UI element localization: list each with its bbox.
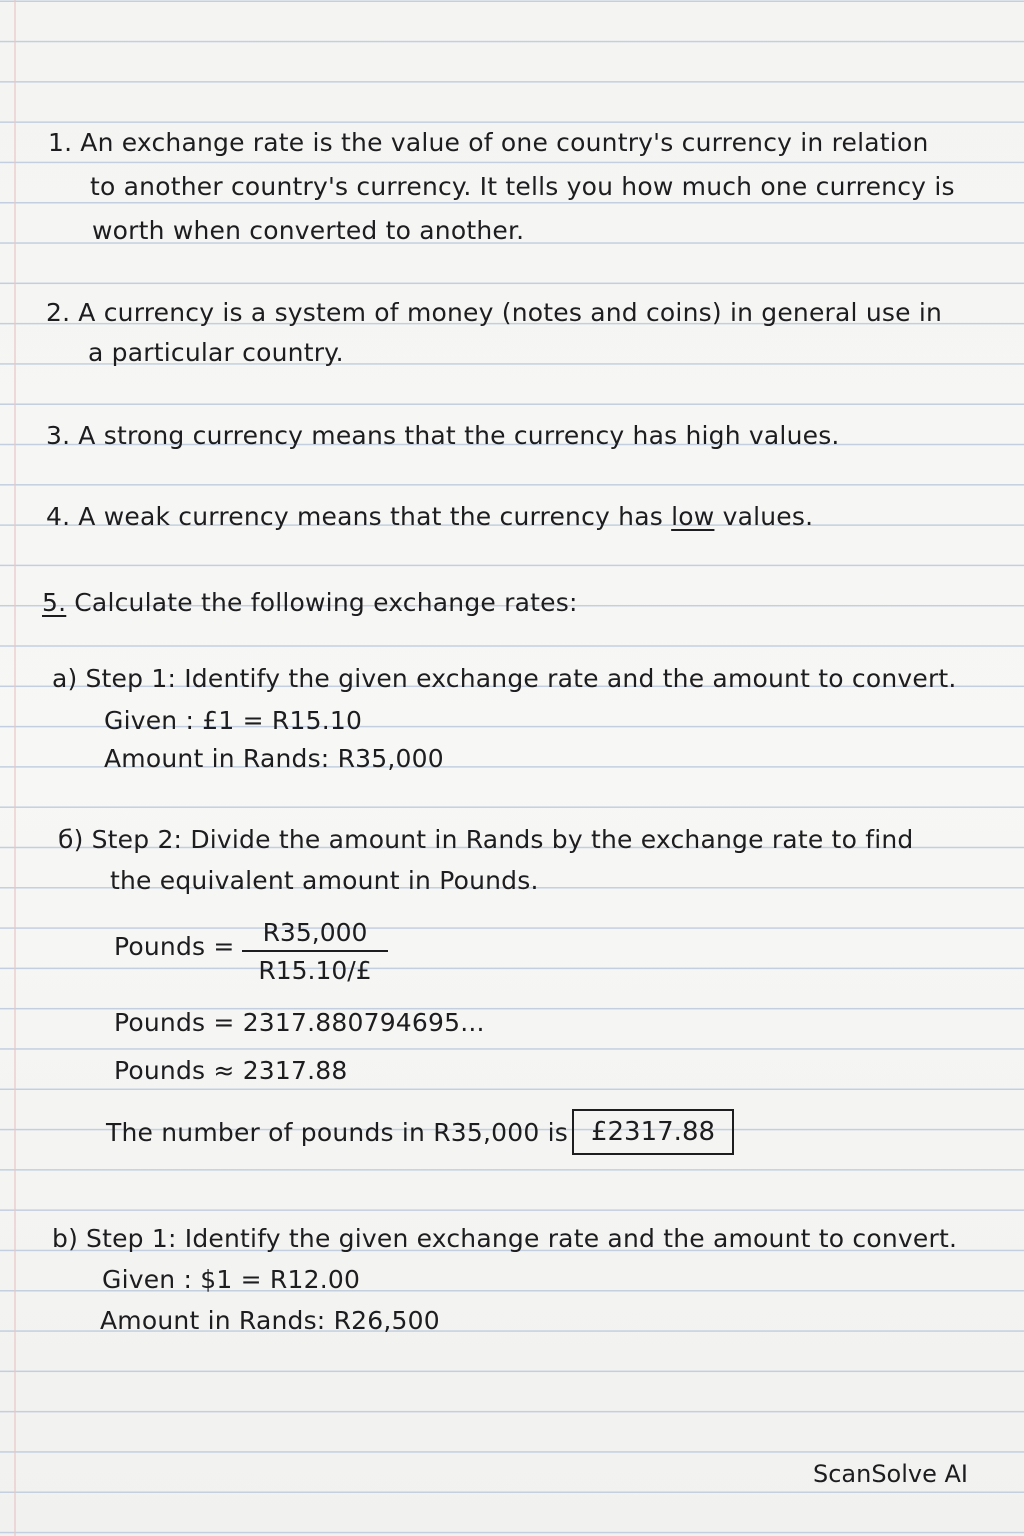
q5-line (42, 588, 578, 618)
q2-line-1 (46, 298, 942, 328)
q3-number: 3. (46, 421, 71, 450)
q5-number: 5. (42, 588, 67, 617)
conclusion-text: The number of pounds in R35,000 is (106, 1118, 569, 1147)
q1-line-1 (48, 128, 929, 158)
part-a-step-text: Step 1: Identify the given exchange rate and the amount to convert. (85, 664, 957, 693)
part-a-given: Given : £1 = R15.10 (104, 706, 363, 735)
part-b2-step-text: Step 1: Identify the given exchange rate and the amount to convert. (86, 1224, 958, 1253)
q1-number: 1. (48, 128, 73, 157)
part-b1-label: б) (58, 825, 84, 854)
part-b2-step (52, 1224, 957, 1254)
q2-number: 2. (46, 298, 71, 327)
q3-text: A strong currency means that the currency has high values. (78, 421, 840, 450)
fraction-denominator: R15.10/£ (258, 956, 372, 985)
q4-underlined-word: low (671, 502, 715, 531)
brand-watermark: ScanSolve AI (812, 1460, 968, 1488)
fraction (242, 918, 388, 986)
q2-text-1: A currency is a system of money (notes and coins) in general use in (78, 298, 943, 327)
pounds-exact: Pounds = 2317.880794695... (114, 1008, 485, 1037)
q1-text-1: An exchange rate is the value of one country's currency in relation (80, 128, 929, 157)
margin-line (14, 0, 16, 1536)
part-a-amount: Amount in Rands: R35,000 (104, 744, 444, 773)
part-b1-step-text-1: Step 2: Divide the amount in Rands by the exchange rate to find (91, 825, 914, 854)
q5-text: Calculate the following exchange rates: (74, 588, 578, 617)
part-b1-step-line-2: the equivalent amount in Pounds. (110, 866, 539, 895)
part-b2-given: Given : $1 = R12.00 (102, 1265, 361, 1294)
q1-line-2: to another country's currency. It tells you how much one currency is (90, 172, 955, 201)
answer-box: £2317.88 (572, 1109, 734, 1155)
part-b1-step-line-1 (58, 825, 913, 855)
q4-number: 4. (46, 502, 71, 531)
pounds-equation-lhs: Pounds = (114, 932, 235, 961)
q4-text-after: values. (722, 502, 814, 531)
pounds-approx: Pounds ≈ 2317.88 (114, 1056, 348, 1085)
part-a-step (52, 664, 957, 694)
part-b2-label: b) (52, 1224, 79, 1253)
q4-text-before: A weak currency means that the currency has (78, 502, 663, 531)
fraction-bar (242, 950, 388, 952)
q1-line-3: worth when converted to another. (92, 216, 525, 245)
q2-line-2: a particular country. (88, 338, 344, 367)
q3-line (46, 421, 840, 451)
part-b2-amount: Amount in Rands: R26,500 (100, 1306, 440, 1335)
q4-line (46, 502, 813, 532)
fraction-numerator: R35,000 (262, 918, 368, 947)
part-a-label: a) (52, 664, 78, 693)
